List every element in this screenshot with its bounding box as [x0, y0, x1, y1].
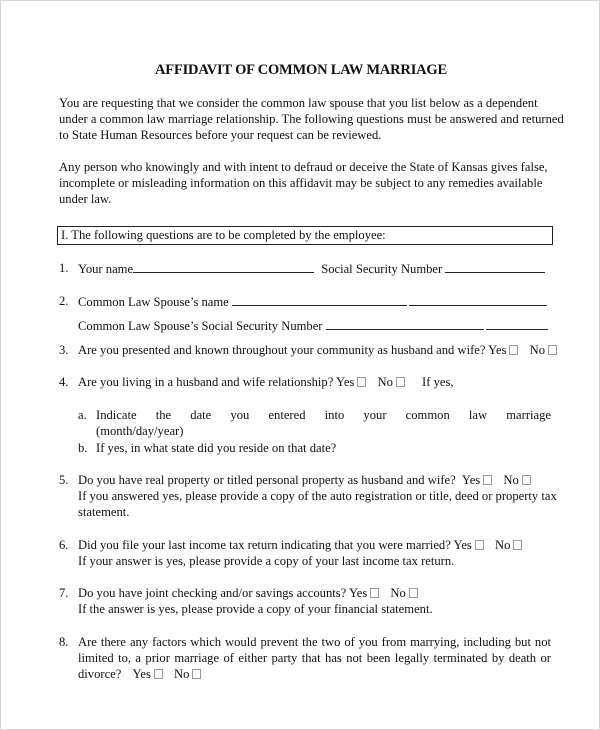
no-label: No	[529, 343, 546, 357]
if-yes-text: If yes,	[422, 375, 454, 389]
question-7	[59, 585, 406, 601]
question-number: 5.	[59, 473, 69, 487]
spouse-ssn-label: Common Law Spouse’s Social Security Number	[78, 319, 323, 333]
yes-label: Yes	[132, 667, 151, 681]
warning-line: incomplete or misleading information on this affidavit may be subject to any remedies available	[59, 176, 543, 190]
yes-label: Yes	[453, 538, 472, 552]
intro-line: to State Human Resources before your request can be reviewed.	[59, 128, 382, 142]
question-4	[59, 374, 454, 390]
word: marriage	[506, 408, 551, 422]
question-text: Are you presented and known throughout your community as husband and wife?	[78, 343, 486, 357]
warning-line: Any person who knowingly and with intent to defraud or deceive the State of Kansas gives false,	[59, 160, 548, 174]
date-format-hint: (month/day/year)	[96, 424, 184, 438]
no-checkbox[interactable]	[396, 377, 405, 387]
subitem-letter: a.	[78, 408, 87, 422]
warning-paragraph	[59, 159, 553, 207]
no-label: No	[494, 538, 511, 552]
question-6	[59, 537, 511, 553]
word: entered	[268, 408, 306, 422]
word: your	[363, 408, 387, 422]
spouse-ssn-field[interactable]	[326, 317, 484, 330]
question-number: 2.	[59, 294, 69, 308]
question-line: limited to, a prior marriage of either party that has not been legally terminated by death or	[78, 651, 551, 665]
yes-checkbox[interactable]	[483, 475, 492, 485]
subitem-4a	[78, 407, 87, 423]
question-1	[59, 260, 443, 276]
yes-label: Yes	[488, 343, 507, 357]
no-label: No	[503, 473, 519, 487]
spouse-ssn-row	[78, 317, 548, 334]
intro-line: You are requesting that we consider the common law spouse that you list below as a dependent	[59, 96, 538, 110]
question-text: Did you file your last income tax return indicating that you were married?	[78, 538, 451, 552]
warning-line: under law.	[59, 192, 112, 206]
question-5	[59, 472, 519, 488]
question-2	[59, 293, 229, 309]
yes-label: Yes	[461, 473, 481, 487]
no-label: No	[174, 667, 190, 681]
question-text: Do you have real property or titled personal property as husband and wife?	[78, 473, 456, 487]
question-number: 7.	[59, 586, 69, 600]
question-note: If your answer is yes, please provide a copy of your last income tax return.	[78, 554, 455, 568]
question-8	[59, 634, 68, 650]
ssn-label: Social Security Number	[321, 262, 443, 276]
question-text: Are you living in a husband and wife relationship?	[78, 375, 334, 389]
subitem-text: If yes, in what state did you reside on that date?	[96, 441, 337, 455]
no-checkbox[interactable]	[522, 475, 531, 485]
yes-label: Yes	[348, 586, 368, 600]
yes-checkbox[interactable]	[370, 588, 379, 598]
yes-label: Yes	[336, 375, 355, 389]
intro-line: under a common law marriage relationship. The following questions must be answered and returned	[59, 112, 564, 126]
word: you	[230, 408, 250, 422]
question-text: divorce?	[78, 667, 122, 681]
word: the	[155, 408, 172, 422]
spouse-name-field-2[interactable]	[409, 293, 547, 306]
yes-checkbox[interactable]	[357, 377, 366, 387]
no-label: No	[390, 586, 406, 600]
yes-checkbox[interactable]	[475, 540, 484, 550]
question-number: 8.	[59, 635, 69, 649]
spouse-name-label: Common Law Spouse’s name	[78, 295, 229, 309]
spouse-ssn-field-2[interactable]	[486, 317, 548, 330]
question-8-text	[78, 634, 551, 666]
section-header-box	[57, 226, 553, 245]
question-number: 3.	[59, 343, 69, 357]
ssn-field[interactable]	[445, 260, 545, 273]
word: date	[190, 408, 212, 422]
yes-checkbox[interactable]	[509, 345, 518, 355]
subitem-4a-text	[96, 407, 551, 423]
question-number: 4.	[59, 375, 69, 389]
no-checkbox[interactable]	[513, 540, 522, 550]
spouse-name-field[interactable]	[232, 293, 407, 306]
your-name-field[interactable]	[133, 260, 314, 273]
question-text: Do you have joint checking and/or savings accounts?	[78, 586, 347, 600]
no-checkbox[interactable]	[409, 588, 418, 598]
no-checkbox[interactable]	[548, 345, 557, 355]
yes-checkbox[interactable]	[154, 669, 163, 679]
question-note: If you answered yes, please provide a copy of the auto registration or title, deed or property tax	[78, 489, 557, 503]
question-number: 6.	[59, 538, 69, 552]
no-label: No	[377, 375, 393, 389]
no-checkbox[interactable]	[192, 669, 201, 679]
word: law	[468, 408, 488, 422]
word: common	[405, 408, 450, 422]
your-name-label: Your name	[78, 262, 134, 276]
question-3	[59, 342, 546, 358]
word: Indicate	[96, 408, 137, 422]
question-note: If the answer is yes, please provide a copy of your financial statement.	[78, 602, 433, 616]
document-title: AFFIDAVIT OF COMMON LAW MARRIAGE	[155, 62, 447, 78]
subitem-letter: b.	[78, 441, 88, 455]
section-header: I. The following questions are to be completed by the employee:	[61, 228, 386, 242]
question-number: 1.	[59, 261, 69, 275]
subitem-4b	[78, 440, 337, 456]
question-line: Are there any factors which would prevent the two of you from marrying, including but not	[78, 635, 551, 649]
intro-paragraph	[59, 95, 564, 143]
question-8-answer	[78, 666, 203, 682]
question-note: statement.	[78, 505, 130, 519]
word: into	[324, 408, 345, 422]
